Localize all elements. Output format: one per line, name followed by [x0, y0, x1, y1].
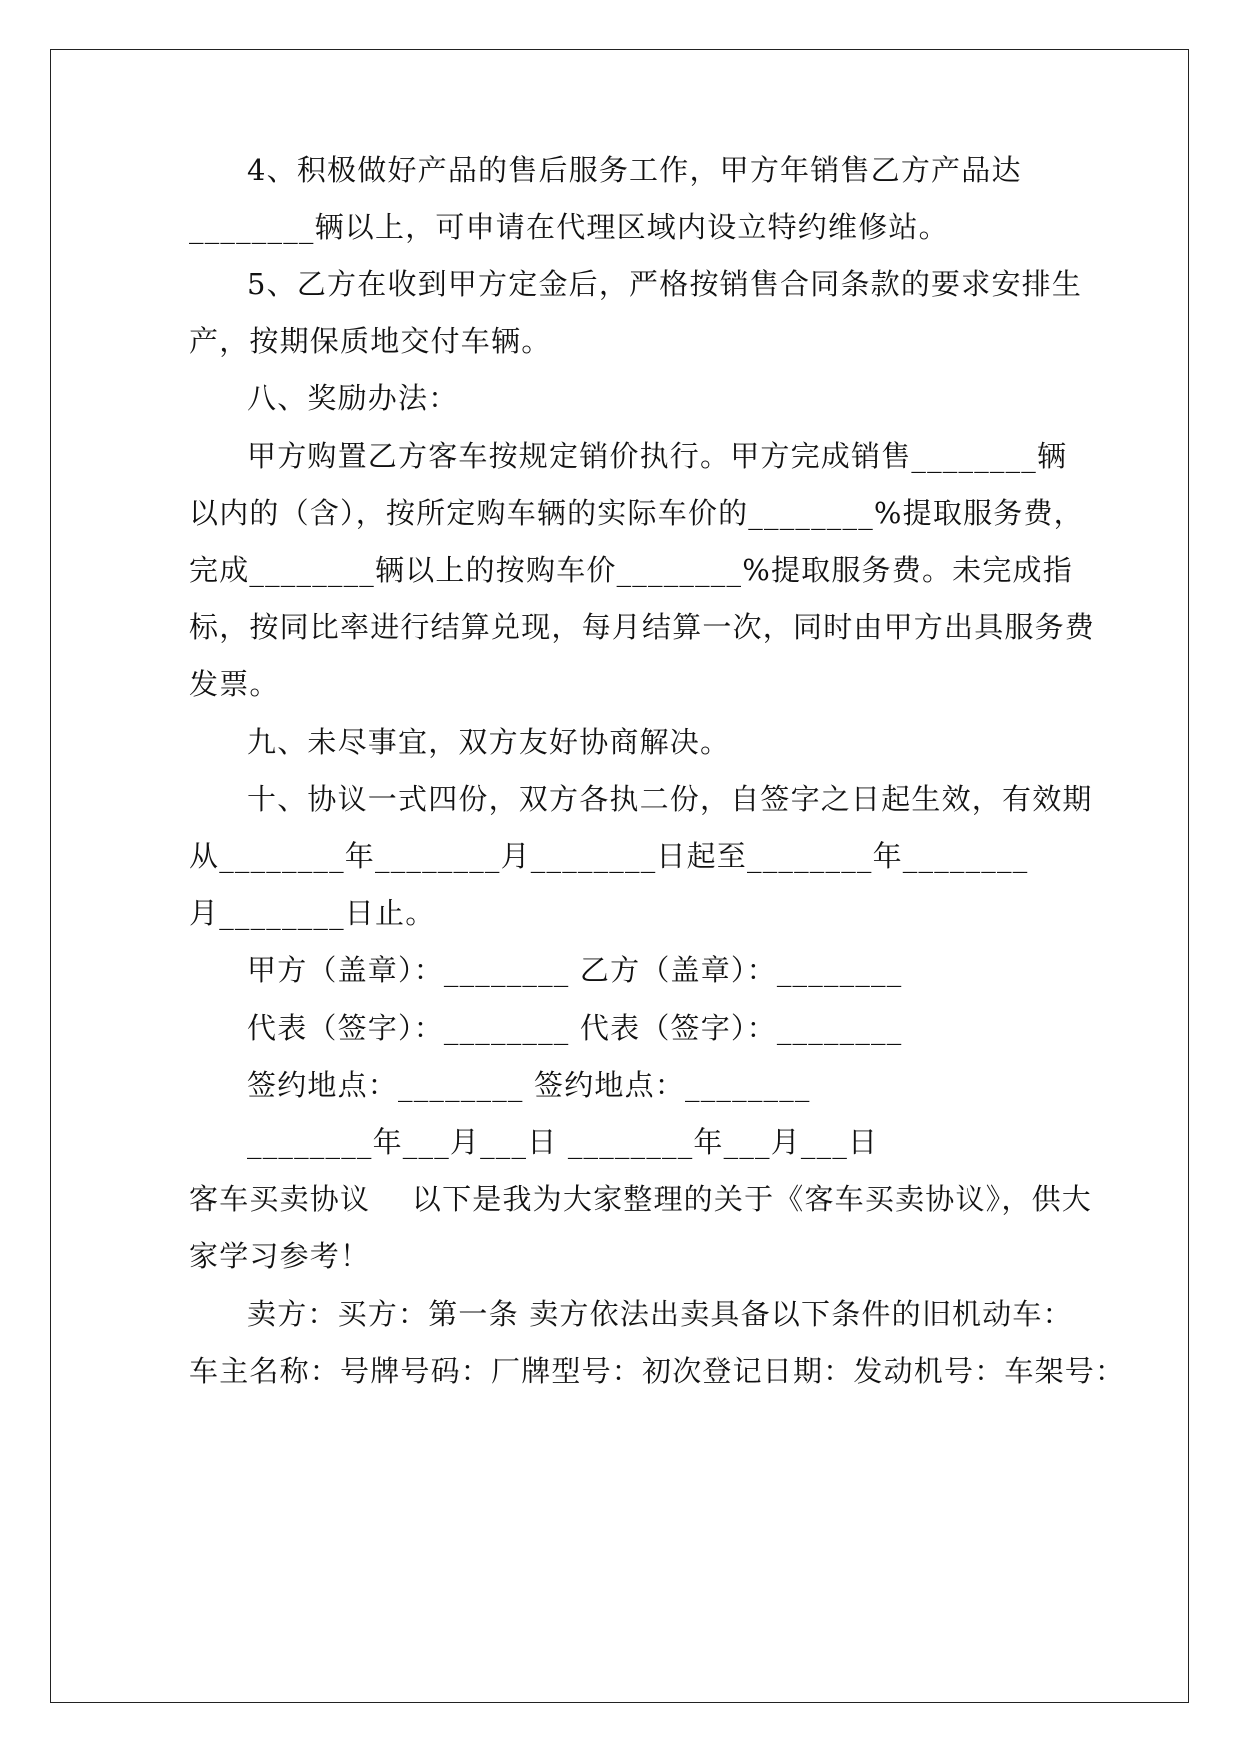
next-doc-title-line: 客车买卖协议 以下是我为大家整理的关于《客车买卖协议》，供大: [189, 1182, 1092, 1216]
signing-location-line: 签约地点：________ 签约地点：________: [247, 1068, 811, 1102]
section-10-line-1: 十、协议一式四份，双方各执二份，自签字之日起生效，有效期: [247, 782, 1093, 816]
article-1-line-1: 卖方：买方：第一条 卖方依法出卖具备以下条件的旧机动车：: [247, 1297, 1073, 1331]
section-9: 九、未尽事宜，双方友好协商解决。: [247, 725, 731, 759]
article-1-line-2: 车主名称：号牌号码：厂牌型号：初次登记日期：发动机号：车架号：: [189, 1354, 1126, 1388]
signing-date-line: ________年___月___日 ________年___月___日: [247, 1125, 879, 1159]
section-8-line-3: 完成________辆以上的按购车价________%提取服务费。未完成指: [189, 553, 1073, 587]
clause-5-line-1: 5、乙方在收到甲方定金后，严格按销售合同条款的要求安排生: [247, 267, 1083, 301]
section-10-line-2: 从________年________月________日起至________年________: [189, 839, 1029, 873]
section-8-line-1: 甲方购置乙方客车按规定销价执行。甲方完成销售________辆: [247, 439, 1068, 473]
clause-4-line-1: 4、积极做好产品的售后服务工作，甲方年销售乙方产品达: [247, 153, 1022, 187]
signature-seal-line: 甲方（盖章）：________ 乙方（盖章）：________: [247, 953, 903, 987]
section-8-line-5: 发票。: [189, 667, 280, 701]
clause-4-line-2: ________辆以上，可申请在代理区域内设立特约维修站。: [189, 210, 949, 244]
section-8-heading: 八、奖励办法：: [247, 381, 459, 415]
section-8-line-2: 以内的（含），按所定购车辆的实际车价的________%提取服务费，: [189, 496, 1084, 530]
section-10-line-3: 月________日止。: [189, 896, 436, 930]
section-8-line-4: 标，按同比率进行结算兑现，每月结算一次，同时由甲方出具服务费: [189, 610, 1096, 644]
signature-representative-line: 代表（签字）：________ 代表（签字）：________: [247, 1011, 903, 1045]
next-doc-intro-line: 家学习参考！: [189, 1239, 371, 1273]
clause-5-line-2: 产，按期保质地交付车辆。: [189, 324, 552, 358]
